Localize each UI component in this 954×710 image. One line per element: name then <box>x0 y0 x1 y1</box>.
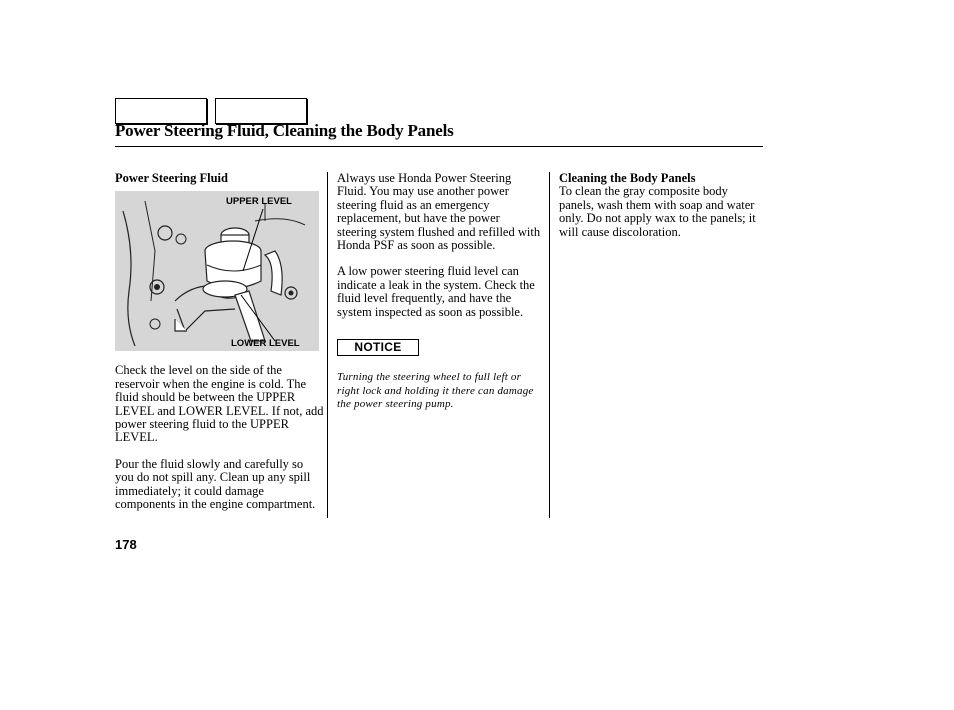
column-divider-1 <box>327 172 328 518</box>
column-divider-2 <box>549 172 550 518</box>
reservoir-drawing <box>115 191 319 351</box>
section-heading-body-panels: Cleaning the Body Panels <box>559 171 696 185</box>
section-heading-power-steering: Power Steering Fluid <box>115 171 228 185</box>
low-level-paragraph: A low power steering fluid level can indicate a leak in the system. Check the fluid level frequently, and have the system inspected as soon as possible. <box>337 264 535 319</box>
pour-fluid-paragraph: Pour the fluid slowly and carefully so you do not spill any. Clean up any spill immediately; it could damage components in the engine compartment. <box>115 456 316 512</box>
page-title: Power Steering Fluid, Cleaning the Body Panels <box>115 121 454 140</box>
column-1 <box>115 172 325 511</box>
body-panels-paragraph: To clean the gray composite body panels, wash them with soap and water only. Do not apply wax to the panels; it will cause discoloration. <box>559 184 756 239</box>
upper-level-label: UPPER LEVEL <box>226 196 292 208</box>
reservoir-illustration <box>115 191 319 351</box>
page-number: 178 <box>115 537 137 552</box>
check-level-paragraph: Check the level on the side of the reservoir when the engine is cold. The fluid should be between the UPPER LEVEL and LOWER LEVEL. If not, add power steering fluid to the UPPER LEVEL. <box>115 363 324 445</box>
title-rule <box>115 146 763 147</box>
column-3 <box>559 172 759 239</box>
notice-badge: NOTICE <box>337 339 419 356</box>
notice-text: Turning the steering wheel to full left or right lock and holding it there can damage the power steering pump. <box>337 371 534 411</box>
honda-psf-paragraph: Always use Honda Power Steering Fluid. You may use another power steering fluid as an emergency replacement, but have the power steering system flushed and refilled with Honda PSF as soon as possible. <box>337 171 541 253</box>
lower-level-label: LOWER LEVEL <box>231 338 300 350</box>
column-2 <box>337 172 541 412</box>
